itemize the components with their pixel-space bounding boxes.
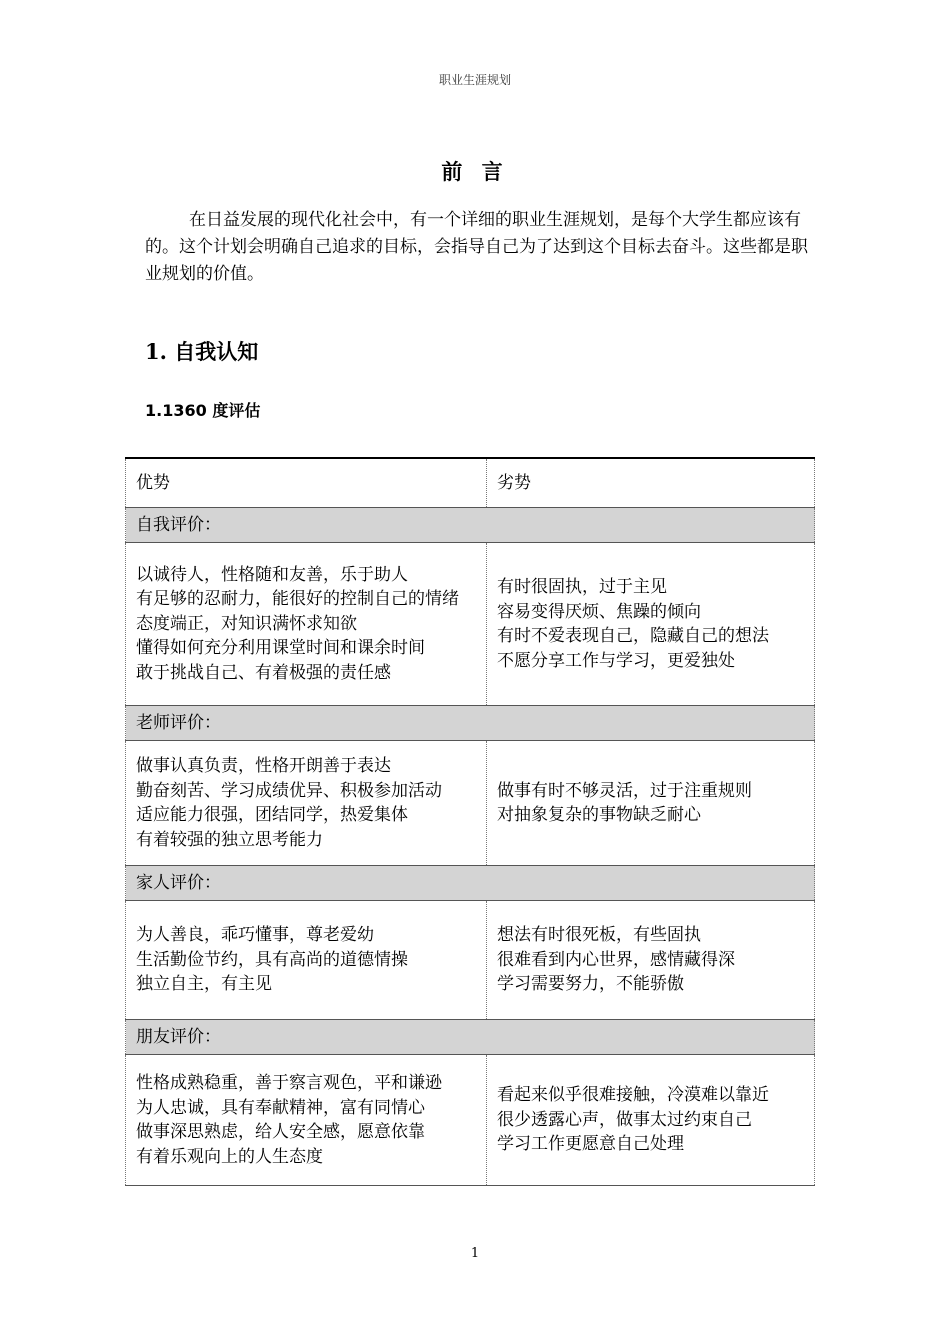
weakness-item: 做事有时不够灵活，过于注重规则 [497,780,752,801]
group-label: 老师评价： [126,706,815,741]
strength-item: 生活勤俭节约，具有高尚的道德情操 [136,949,408,970]
weaknesses-cell [487,741,815,866]
strength-item: 勤奋刻苦、学习成绩优异、积极参加活动 [136,780,442,801]
strength-item: 懂得如何充分利用课堂时间和课余时间 [136,638,425,659]
strengths-cell [126,741,487,866]
strength-item: 性格成熟稳重，善于察言观色，平和谦逊 [136,1073,442,1093]
weaknesses-cell [487,543,815,706]
page-title: 前 言 [441,160,509,184]
weaknesses-cell [487,901,815,1020]
subsection-heading: 1.1360 度评估 [145,401,261,420]
weakness-item: 想法有时很死板，有些固执 [497,925,701,946]
intro-paragraph: 在日益发展的现代化社会中，有一个详细的职业生涯规划，是每个大学生都应该有的。这个计划会明确自己追求的目标，会指导自己为了达到这个目标去奋斗。这些都是职业规划的价值。 [145,210,808,284]
page-number: 1 [470,1246,480,1261]
strength-item: 为人忠诚，具有奉献精神，富有同情心 [136,1097,425,1118]
weakness-item: 对抽象复杂的事物缺乏耐心 [497,805,701,825]
weakness-item: 看起来似乎很难接触，冷漠难以靠近 [497,1085,769,1106]
weakness-item: 不愿分享工作与学习，更爱独处 [497,650,735,671]
evaluation-table [125,457,815,1186]
strength-item: 适应能力很强，团结同学，热爱集体 [136,805,408,825]
page-header: 职业生涯规划 [438,73,511,87]
section-heading: 1. 自我认知 [145,339,259,364]
strength-item: 态度端正，对知识满怀求知欲 [136,613,357,634]
strengths-cell [126,543,487,706]
strength-item: 敢于挑战自己、有着极强的责任感 [136,662,391,683]
weaknesses-cell [487,1055,815,1186]
strength-item: 以诚待人，性格随和友善，乐于助人 [136,564,408,585]
weakness-item: 有时不爱表现自己，隐藏自己的想法 [497,626,769,646]
strength-item: 为人善良，乖巧懂事，尊老爱幼 [136,925,374,946]
weakness-item: 很少透露心声，做事太过约束自己 [497,1109,752,1130]
column-header-weaknesses: 劣势 [487,458,815,508]
strength-item: 做事认真负责，性格开朗善于表达 [136,756,391,776]
column-header-strengths: 优势 [126,458,487,508]
weakness-item: 学习工作更愿意自己处理 [497,1134,684,1155]
weakness-item: 容易变得厌烦、焦躁的倾向 [497,601,701,622]
group-label: 朋友评价： [126,1020,815,1055]
strength-item: 有着乐观向上的人生态度 [136,1146,323,1167]
weakness-item: 学习需要努力，不能骄傲 [497,974,684,995]
strengths-cell [126,1055,487,1186]
group-label: 家人评价： [126,866,815,901]
weakness-item: 有时很固执，过于主见 [497,577,667,597]
group-label: 自我评价： [126,508,815,543]
strength-item: 有足够的忍耐力，能很好的控制自己的情绪 [136,589,459,610]
strengths-cell [126,901,487,1020]
strength-item: 有着较强的独立思考能力 [136,829,323,850]
strength-item: 做事深思熟虑，给人安全感，愿意依靠 [136,1122,425,1142]
weakness-item: 很难看到内心世界，感情藏得深 [497,949,735,970]
strength-item: 独立自主，有主见 [136,974,272,995]
